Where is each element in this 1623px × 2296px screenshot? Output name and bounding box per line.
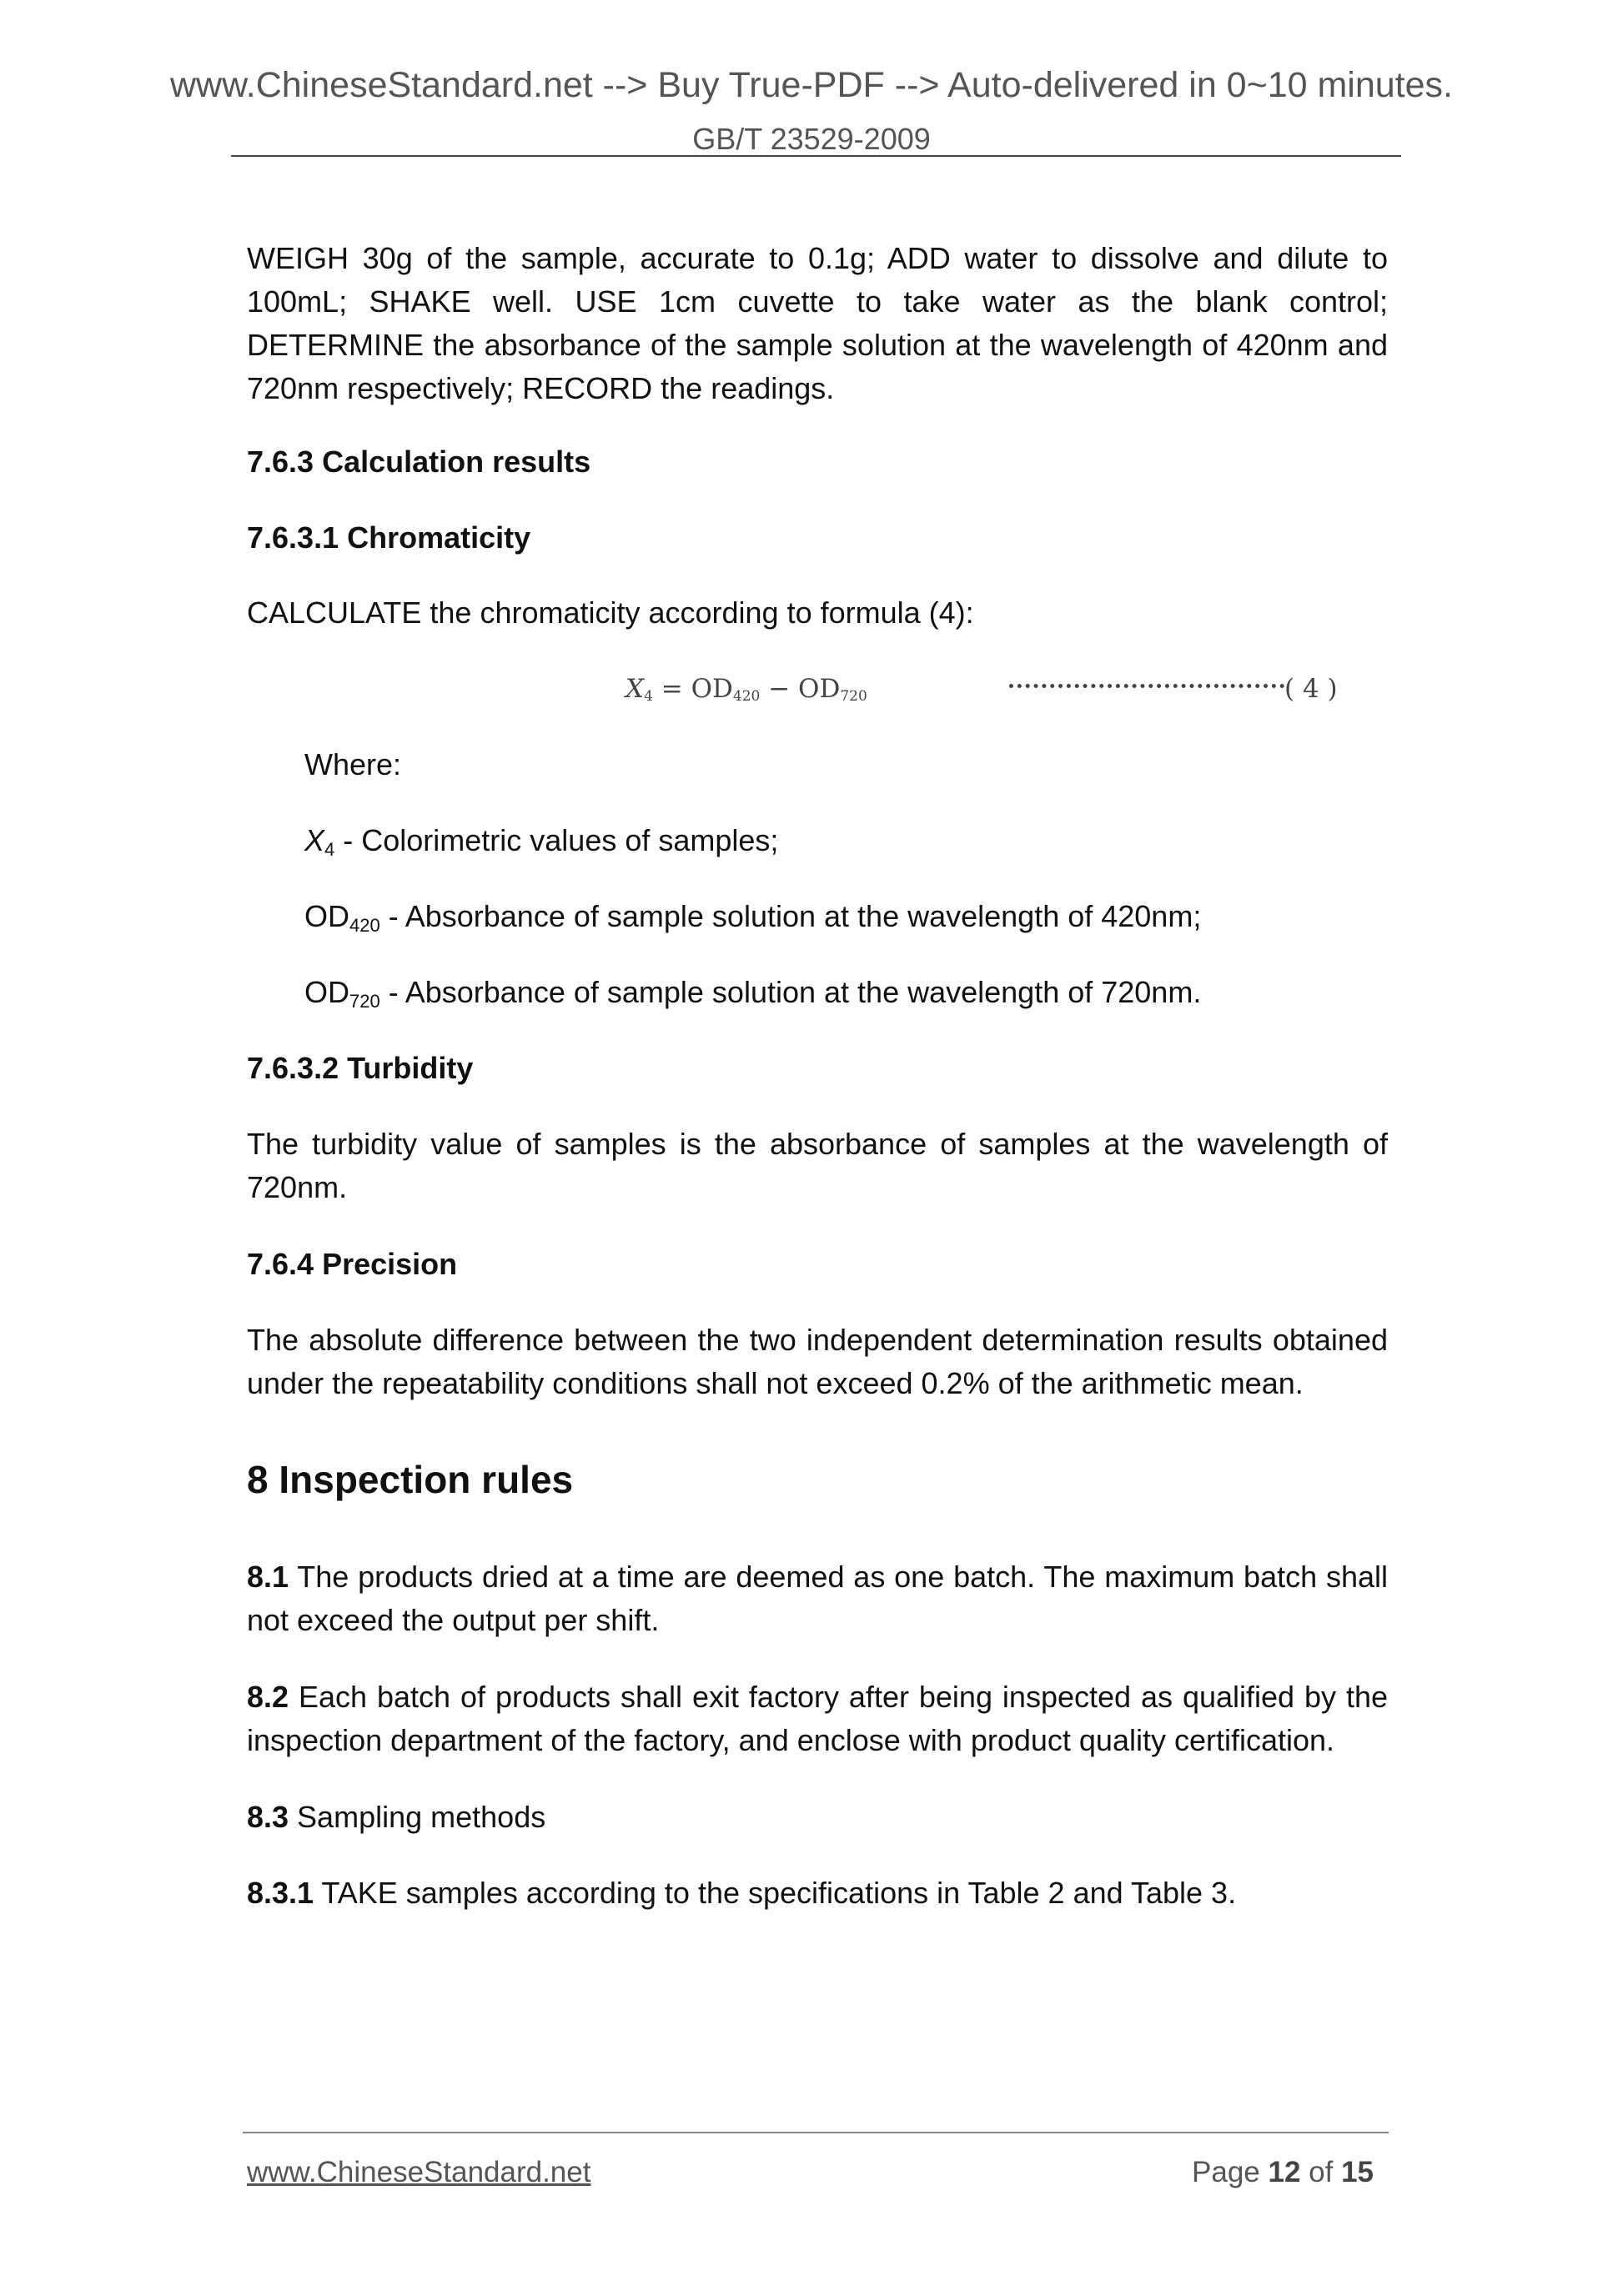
clause-number: 8.2	[247, 1680, 289, 1714]
clause-text: Sampling methods	[289, 1800, 546, 1834]
definition-text: - Absorbance of sample solution at the wavelength of 720nm.	[379, 975, 1202, 1009]
clause-8-3	[247, 1796, 1388, 1839]
precision-paragraph: The absolute difference between the two independent determination results obtained under the repeatability conditions shall not exceed 0.2% of the arithmetic mean.	[247, 1323, 1388, 1400]
clause-text: Each batch of products shall exit factory after being inspected as qualified by the inspection department of the factory, and enclose with product quality certification.	[247, 1680, 1388, 1757]
definition-symbol: OD	[304, 975, 349, 1009]
footer-divider	[243, 2132, 1389, 2133]
definition-text: - Colorimetric values of samples;	[334, 823, 779, 857]
where-label: Where:	[304, 747, 402, 781]
heading-7-6-3-1: 7.6.3.1 Chromaticity	[247, 520, 531, 555]
definition-od720	[304, 971, 1388, 1014]
page-total: 15	[1341, 2156, 1374, 2188]
formula-minus: −	[768, 674, 791, 704]
definition-subscript: 720	[349, 991, 380, 1012]
formula-term2: OD	[798, 674, 841, 704]
calc-instruction: CALCULATE the chromaticity according to formula (4):	[247, 595, 974, 630]
definition-subscript: 4	[324, 839, 335, 860]
definition-text: - Absorbance of sample solution at the wavelength of 420nm;	[379, 899, 1202, 933]
formula-number: ( 4 )	[1284, 674, 1338, 704]
clause-8-2	[247, 1676, 1388, 1762]
clause-text: The products dried at a time are deemed as one batch. The maximum batch shall not exceed the output per shift.	[247, 1560, 1388, 1637]
page-of: of	[1300, 2156, 1342, 2188]
header-divider	[231, 155, 1401, 157]
clause-number: 8.1	[247, 1560, 289, 1594]
formula-lhs-sub: 4	[644, 688, 653, 705]
heading-7-6-3-2: 7.6.3.2 Turbidity	[247, 1051, 474, 1085]
clause-number: 8.3	[247, 1800, 289, 1834]
definition-subscript: 420	[349, 915, 380, 936]
heading-8-inspection-rules: 8 Inspection rules	[247, 1458, 574, 1501]
standard-number: GB/T 23529-2009	[692, 122, 931, 156]
footer-site-link[interactable]: www.ChineseStandard.net	[247, 2156, 591, 2188]
clause-text: TAKE samples according to the specifications in Table 2 and Table 3.	[314, 1876, 1237, 1910]
formula-leader-dots	[1009, 684, 1284, 688]
clause-number: 8.3.1	[247, 1876, 314, 1910]
definition-od420	[304, 895, 1388, 938]
formula-term1: OD	[691, 674, 733, 704]
heading-7-6-4: 7.6.4 Precision	[247, 1247, 458, 1281]
formula-lhs: X	[626, 674, 645, 704]
formula-term1-sub: 420	[732, 688, 761, 705]
formula-term2-sub: 720	[840, 688, 867, 705]
page-indicator	[1192, 2156, 1374, 2189]
formula-4	[626, 672, 1401, 714]
page-current: 12	[1268, 2156, 1301, 2188]
definition-x4	[304, 819, 1388, 862]
formula-equals: =	[661, 674, 683, 704]
header-banner: www.ChineseStandard.net --> Buy True-PDF --> Auto-delivered in 0~10 minutes.	[169, 65, 1453, 105]
definition-symbol: X	[304, 823, 325, 857]
clause-8-3-1	[247, 1871, 1388, 1915]
intro-paragraph: WEIGH 30g of the sample, accurate to 0.1g; ADD water to dissolve and dilute to 100mL; SHAKE well. USE 1cm cuvette to take water as the blank control; DETERMINE the absorbance of the sample solution at the wavelength of 420nm and 720nm respectively; RECORD the readings.	[247, 241, 1388, 405]
definition-symbol: OD	[304, 899, 349, 933]
turbidity-paragraph: The turbidity value of samples is the absorbance of samples at the wavelength of 720nm.	[247, 1127, 1388, 1204]
page-label: Page	[1192, 2156, 1269, 2188]
heading-7-6-3: 7.6.3 Calculation results	[247, 445, 591, 479]
clause-8-1	[247, 1555, 1388, 1642]
formula-expression	[626, 674, 867, 704]
